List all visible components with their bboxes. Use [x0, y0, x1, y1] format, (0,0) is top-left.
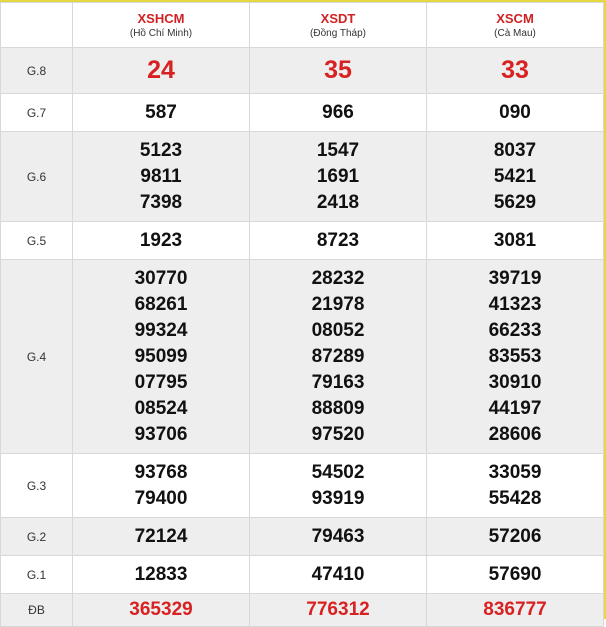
prize-number: 5421 — [493, 165, 537, 187]
prize-row — [1, 518, 604, 556]
prize-cell — [427, 594, 604, 627]
prize-label: G.7 — [1, 94, 73, 132]
prize-label: ĐB — [1, 594, 73, 627]
prize-number: 090 — [499, 101, 531, 123]
prize-cell — [73, 518, 250, 556]
prize-cell — [73, 454, 250, 518]
prize-cell — [250, 94, 427, 132]
prize-number: 99324 — [134, 319, 188, 341]
special-prize-number: 365329 — [129, 599, 193, 620]
prize-number: 83553 — [488, 345, 542, 367]
prize-number: 57206 — [488, 525, 542, 547]
province-code[interactable]: XSDT — [320, 10, 356, 26]
prize-label: G.2 — [1, 518, 73, 556]
prize-cell — [250, 222, 427, 260]
province-name: (Đồng Tháp) — [310, 27, 366, 39]
prize-number: 72124 — [134, 525, 188, 547]
prize-row — [1, 94, 604, 132]
prize-number: 66233 — [488, 319, 542, 341]
province-code[interactable]: XSHCM — [137, 10, 185, 26]
prize-row — [1, 260, 604, 454]
prize-label: G.1 — [1, 556, 73, 594]
prize-number: 97520 — [311, 423, 365, 445]
prize-cell — [427, 260, 604, 454]
province-name: (Hồ Chí Minh) — [129, 27, 193, 39]
prize-row — [1, 132, 604, 222]
prize-8-number: 33 — [501, 56, 529, 84]
prize-number: 79463 — [311, 525, 365, 547]
prize-number: 54502 — [311, 461, 365, 483]
prize-cell — [73, 222, 250, 260]
prize-row — [1, 222, 604, 260]
prize-8-number: 24 — [147, 56, 175, 84]
prize-number: 7398 — [139, 191, 183, 213]
prize-cell — [427, 48, 604, 94]
prize-number: 33059 — [488, 461, 542, 483]
prize-cell — [73, 556, 250, 594]
prize-row — [1, 454, 604, 518]
prize-number: 966 — [322, 101, 354, 123]
prize-number: 30910 — [488, 371, 542, 393]
province-header-cm[interactable] — [427, 3, 604, 48]
prize-cell — [73, 94, 250, 132]
prize-rows — [1, 48, 604, 627]
special-prize-number: 836777 — [483, 599, 547, 620]
prize-number: 08524 — [134, 397, 188, 419]
prize-number: 44197 — [488, 397, 542, 419]
header-row — [1, 3, 604, 48]
prize-row — [1, 48, 604, 94]
province-header-dt[interactable] — [250, 3, 427, 48]
prize-number: 5629 — [493, 191, 537, 213]
prize-label: G.6 — [1, 132, 73, 222]
prize-number: 93919 — [311, 487, 365, 509]
prize-number: 39719 — [488, 267, 542, 289]
prize-number: 5123 — [139, 139, 183, 161]
prize-row — [1, 594, 604, 627]
prize-number: 07795 — [134, 371, 188, 393]
prize-number: 2418 — [316, 191, 360, 213]
province-name: (Cà Mau) — [494, 27, 536, 39]
prize-number: 28606 — [488, 423, 542, 445]
prize-8-number: 35 — [324, 56, 352, 84]
prize-label: G.8 — [1, 48, 73, 94]
header-empty-cell — [1, 3, 73, 48]
prize-cell — [250, 556, 427, 594]
prize-number: 68261 — [134, 293, 188, 315]
prize-cell — [250, 454, 427, 518]
prize-cell — [427, 556, 604, 594]
prize-number: 88809 — [311, 397, 365, 419]
prize-cell — [250, 260, 427, 454]
prize-number: 08052 — [311, 319, 365, 341]
province-code[interactable]: XSCM — [496, 10, 534, 26]
prize-number: 41323 — [488, 293, 542, 315]
prize-number: 79400 — [134, 487, 188, 509]
prize-cell — [250, 48, 427, 94]
lottery-results-table — [0, 2, 604, 627]
prize-number: 79163 — [311, 371, 365, 393]
prize-number: 3081 — [493, 229, 537, 251]
prize-number: 1691 — [316, 165, 360, 187]
prize-number: 95099 — [134, 345, 188, 367]
prize-cell — [73, 132, 250, 222]
prize-cell — [250, 518, 427, 556]
prize-cell — [73, 260, 250, 454]
prize-number: 12833 — [134, 563, 188, 585]
prize-number: 587 — [145, 101, 177, 123]
prize-number: 28232 — [311, 267, 365, 289]
prize-label: G.4 — [1, 260, 73, 454]
prize-cell — [427, 132, 604, 222]
prize-number: 1923 — [139, 229, 183, 251]
province-header-hcm[interactable] — [73, 3, 250, 48]
prize-number: 8037 — [493, 139, 537, 161]
prize-number: 9811 — [140, 165, 182, 187]
prize-cell — [73, 594, 250, 627]
prize-cell — [250, 594, 427, 627]
prize-number: 93768 — [134, 461, 188, 483]
prize-number: 57690 — [488, 563, 542, 585]
prize-label: G.3 — [1, 454, 73, 518]
prize-number: 30770 — [134, 267, 188, 289]
prize-number: 1547 — [316, 139, 360, 161]
prize-label: G.5 — [1, 222, 73, 260]
prize-number: 8723 — [316, 229, 360, 251]
prize-number: 21978 — [311, 293, 365, 315]
prize-cell — [250, 132, 427, 222]
prize-cell — [427, 518, 604, 556]
special-prize-number: 776312 — [306, 599, 370, 620]
prize-number: 47410 — [311, 563, 365, 585]
prize-number: 93706 — [134, 423, 188, 445]
prize-cell — [427, 454, 604, 518]
prize-row — [1, 556, 604, 594]
prize-cell — [427, 94, 604, 132]
prize-cell — [427, 222, 604, 260]
prize-number: 55428 — [488, 487, 542, 509]
prize-cell — [73, 48, 250, 94]
prize-number: 87289 — [311, 345, 365, 367]
